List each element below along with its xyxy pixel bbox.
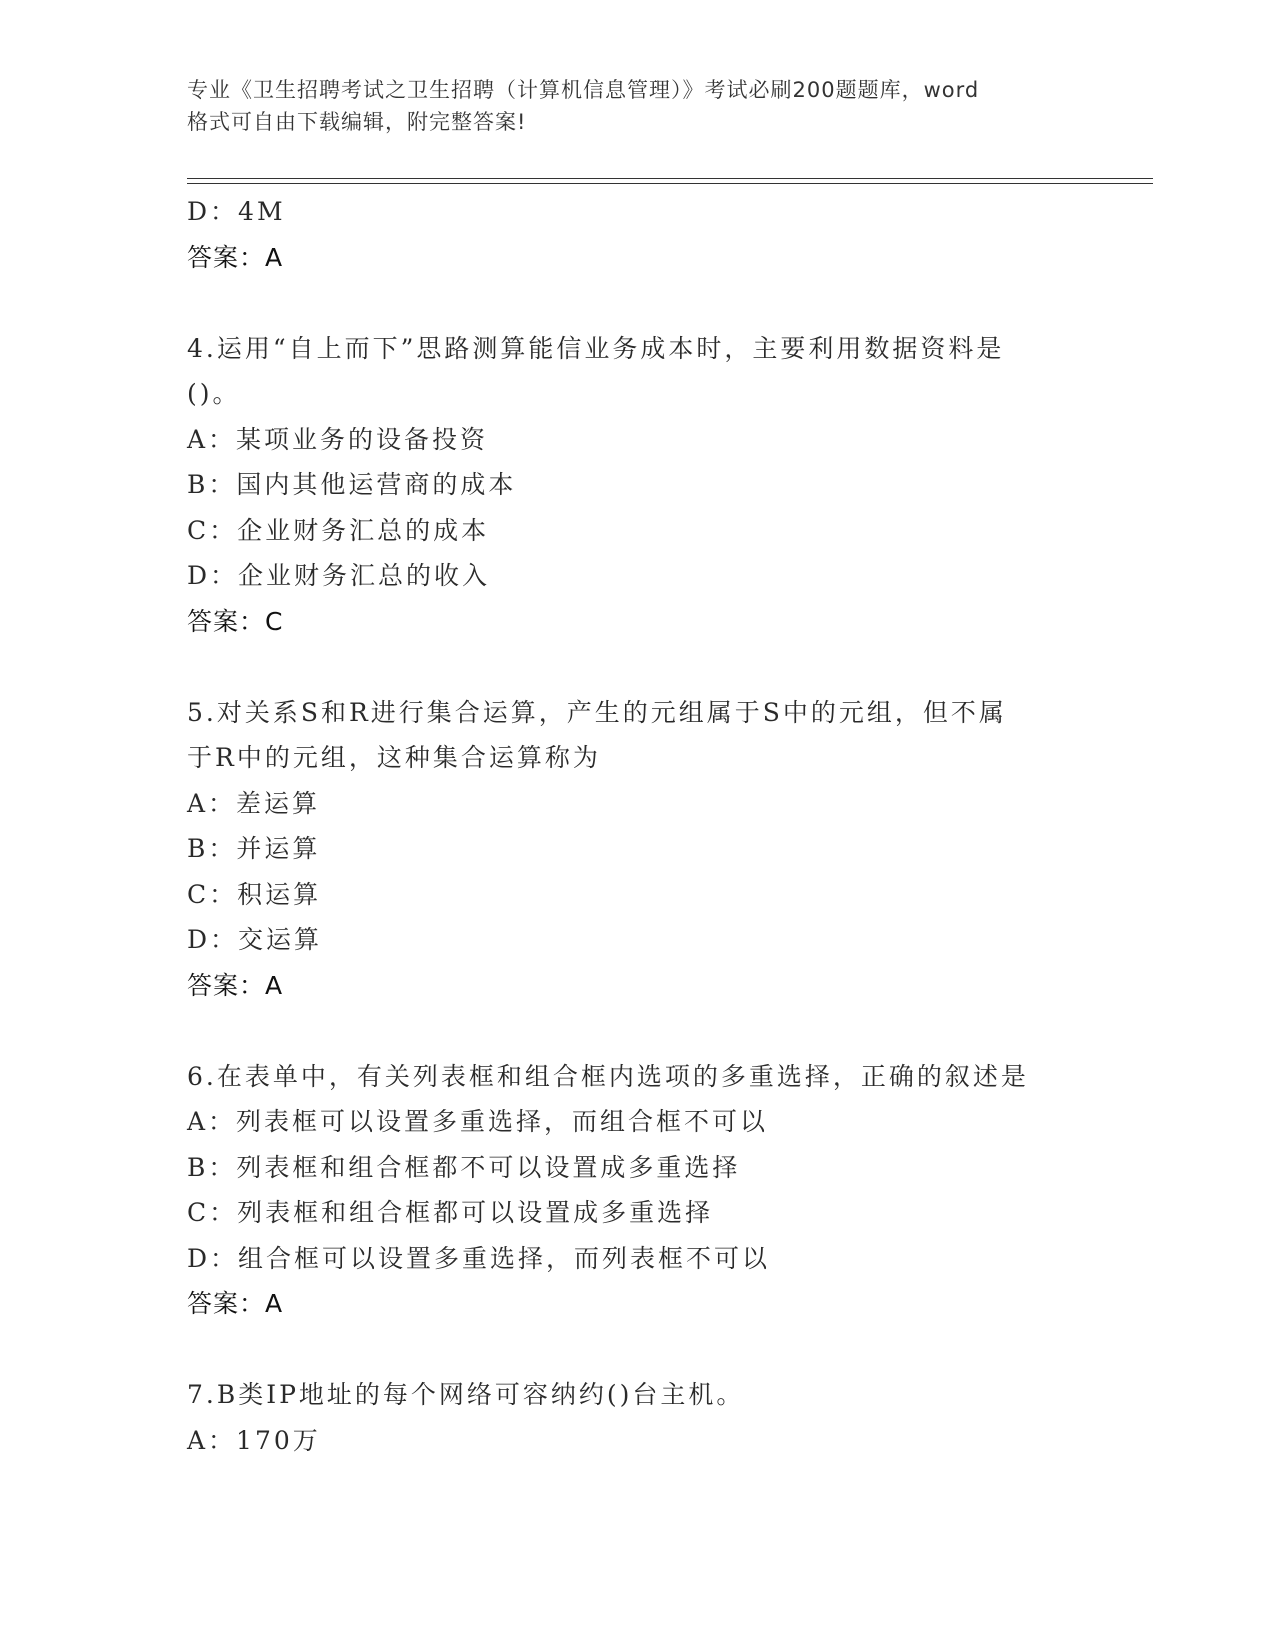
question-stem: 6.在表单中，有关列表框和组合框内选项的多重选择，正确的叙述是 bbox=[187, 1061, 1029, 1091]
header-divider-top bbox=[187, 178, 1153, 179]
option-d: D：4M bbox=[187, 197, 286, 226]
question-4 bbox=[187, 326, 1087, 645]
option-d: D：企业财务汇总的收入 bbox=[187, 561, 491, 590]
spacer bbox=[187, 1327, 1087, 1373]
question-5 bbox=[187, 690, 1087, 1009]
option-b: B：并运算 bbox=[187, 834, 321, 863]
answer-line: 答案：A bbox=[187, 242, 284, 272]
question-3-tail bbox=[187, 189, 1087, 280]
question-6 bbox=[187, 1054, 1087, 1327]
question-7 bbox=[187, 1372, 1087, 1463]
spacer bbox=[187, 644, 1087, 690]
question-stem: 7.B类IP地址的每个网络可容纳约()台主机。 bbox=[187, 1380, 745, 1409]
option-a: A：某项业务的设备投资 bbox=[187, 424, 489, 454]
option-b: B：国内其他运营商的成本 bbox=[187, 470, 517, 499]
option-d: D：交运算 bbox=[187, 925, 323, 954]
option-a: A：列表框可以设置多重选择，而组合框不可以 bbox=[187, 1107, 769, 1136]
answer-line: 答案：A bbox=[187, 970, 284, 1000]
spacer bbox=[187, 280, 1087, 326]
option-c: C：列表框和组合框都可以设置成多重选择 bbox=[187, 1198, 714, 1227]
question-stem: 5.对关系S和R进行集合运算，产生的元组属于S中的元组，但不属 bbox=[187, 697, 1007, 727]
answer-line: 答案：A bbox=[187, 1289, 284, 1318]
option-c: C：积运算 bbox=[187, 879, 322, 909]
header-line-1: 专业《卫生招聘考试之卫生招聘（计算机信息管理）》考试必刷200题题库，word bbox=[187, 78, 980, 102]
question-stem: 4.运用“自上而下”思路测算能信业务成本时，主要利用数据资料是 bbox=[187, 333, 1005, 363]
question-stem-continued: ()。 bbox=[187, 379, 241, 408]
option-b: B：列表框和组合框都不可以设置成多重选择 bbox=[187, 1152, 741, 1182]
option-d: D：组合框可以设置多重选择，而列表框不可以 bbox=[187, 1243, 771, 1273]
option-c: C：企业财务汇总的成本 bbox=[187, 515, 490, 545]
answer-line: 答案：C bbox=[187, 606, 284, 636]
question-stem-continued: 于R中的元组，这种集合运算称为 bbox=[187, 743, 601, 772]
spacer bbox=[187, 1008, 1087, 1054]
document-header bbox=[187, 74, 1087, 138]
option-a: A：差运算 bbox=[187, 788, 321, 818]
header-divider-bottom bbox=[187, 183, 1153, 184]
option-a: A：170万 bbox=[187, 1425, 321, 1455]
header-line-2: 格式可自由下载编辑，附完整答案! bbox=[187, 110, 527, 134]
document-body bbox=[187, 189, 1087, 1463]
